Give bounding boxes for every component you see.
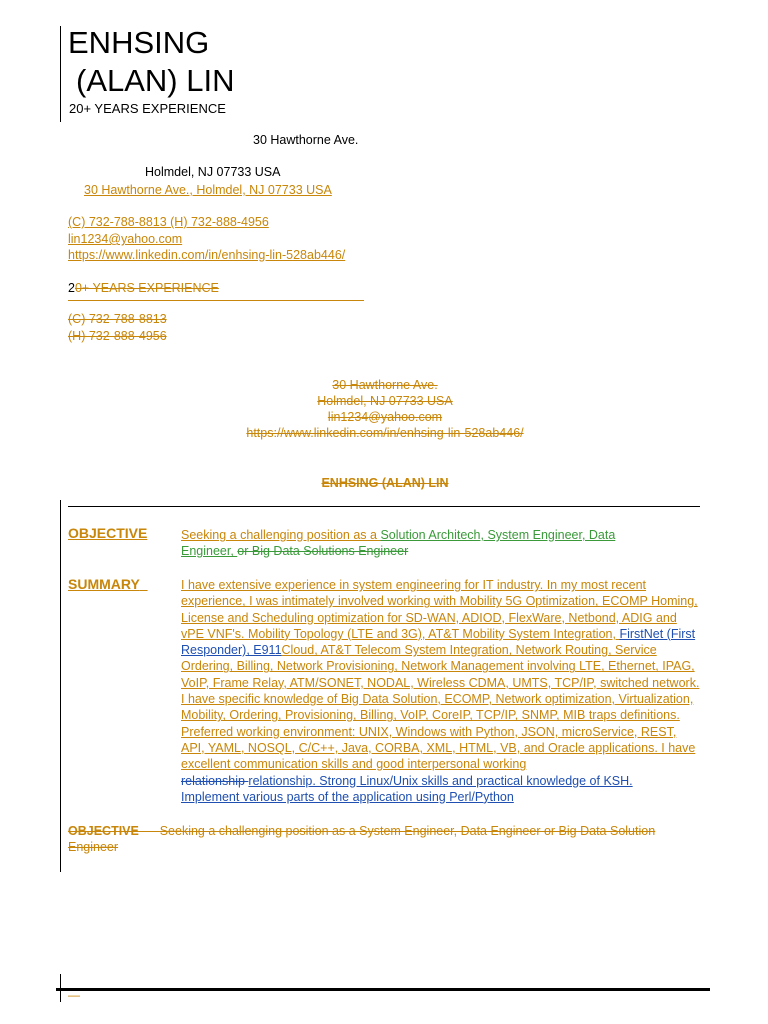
phone-numbers: (C) 732-788-8813 (H) 732-888-4956 [68,215,269,229]
objective-text [181,527,701,560]
summary-label [68,576,148,592]
objective-label: OBJECTIVE [68,525,148,541]
old-objective-text: Seeking a challenging position as a System Engineer, Data Engineer or Big Data Solution Engineer [68,824,656,855]
summary-label-text: SUMMARY [68,576,140,592]
objective-text-b: Solution Architech, System Engineer, Data [380,528,616,542]
deleted-experience [68,280,219,296]
experience-prefix: 2 [68,281,75,295]
experience-heading: 20+ YEARS EXPERIENCE [69,101,226,116]
summary-part-2: FirstNet (First Responder), E911 [181,626,696,658]
address-city: Holmdel, NJ 07733 USA [145,165,281,179]
objective-text-deleted: or Big Data Solutions Engineer [237,544,409,559]
address-full: 30 Hawthorne Ave., Holmdel, NJ 07733 USA [84,183,332,197]
address-street: 30 Hawthorne Ave. [253,133,359,147]
deleted-street: 30 Hawthorne Ave. [332,378,438,392]
linkedin-link[interactable]: https://www.linkedin.com/in/enhsing-lin-528ab446/ [68,248,346,262]
footer-mark: — [68,988,80,1002]
footer-rule [56,988,710,991]
deleted-email: lin1234@yahoo.com [327,410,443,424]
name-line-1: ENHSING [68,25,210,60]
experience-deleted-text: 0+ YEARS EXPERIENCE [74,281,219,295]
revision-bar-body [60,500,61,872]
old-objective [68,823,698,856]
deleted-experience-rule [68,300,364,301]
name-line-2: (ALAN) LIN [76,63,235,98]
summary-part-1: I have extensive experience in system engineering for IT industry. In my most recent experience, I was intimately involved working with Mobility 5G Optimization, ECOMP Homing, License and Scheduling optimization for SD-WAN, ADIOD, FlexWare, Netbond, ADIG and vPE VNF's. Mobility Topology (LTE and 3G), AT&T Mobility System Integration, [181,578,698,641]
summary-part-4-deleted: relationship [181,773,249,788]
summary-part-4: relationship. Strong Linux/Unix skills and practical knowledge of KSH. [248,773,633,788]
deleted-name: ENHSING (ALAN) LIN [321,476,449,490]
revision-bar-top [60,26,61,122]
deleted-phone-c: (C) 732-788-8813 [68,312,167,326]
summary-part-5: Implement various parts of the application using Perl/Python [181,789,514,804]
objective-text-c: Engineer, [181,544,238,559]
objective-text-a: Seeking a challenging position as a [181,528,381,542]
deleted-city: Holmdel, NJ 07733 USA [317,394,453,408]
deleted-linkedin: https://www.linkedin.com/in/enhsing-lin-528ab446/ [246,426,524,440]
section-divider [68,506,700,507]
email-link[interactable]: lin1234@yahoo.com [68,232,183,246]
deleted-phone-h: (H) 732-888-4956 [68,329,167,343]
summary-part-3: Cloud, AT&T Telecom System Integration, Network Routing, Service Ordering, Billing, Network Provisioning, Network Management involving LTE, Ethernet, IPAG, VoIP, Frame Relay, ATM/SONET, NODAL, Wireless CDMA, UMTS, TCP/IP, switched network. I have specific knowledge of Big Data Solution, ECOMP, Network optimization, Virtualization, Mobility, Ordering, Provisioning, Billing, VoIP, CoreIP, TCP/IP, SNMP, MIB traps definitions. Preferred working environment: UNIX, Windows with Python, JSON, microService, REST, API, YAML, NOSQL, C/C++, Java, CORBA, XML, HTML, VB, and Oracle applications. I have excellent communication skills and good interpersonal working [181,643,700,772]
summary-text [181,577,701,805]
old-objective-label: OBJECTIVE [68,824,139,838]
